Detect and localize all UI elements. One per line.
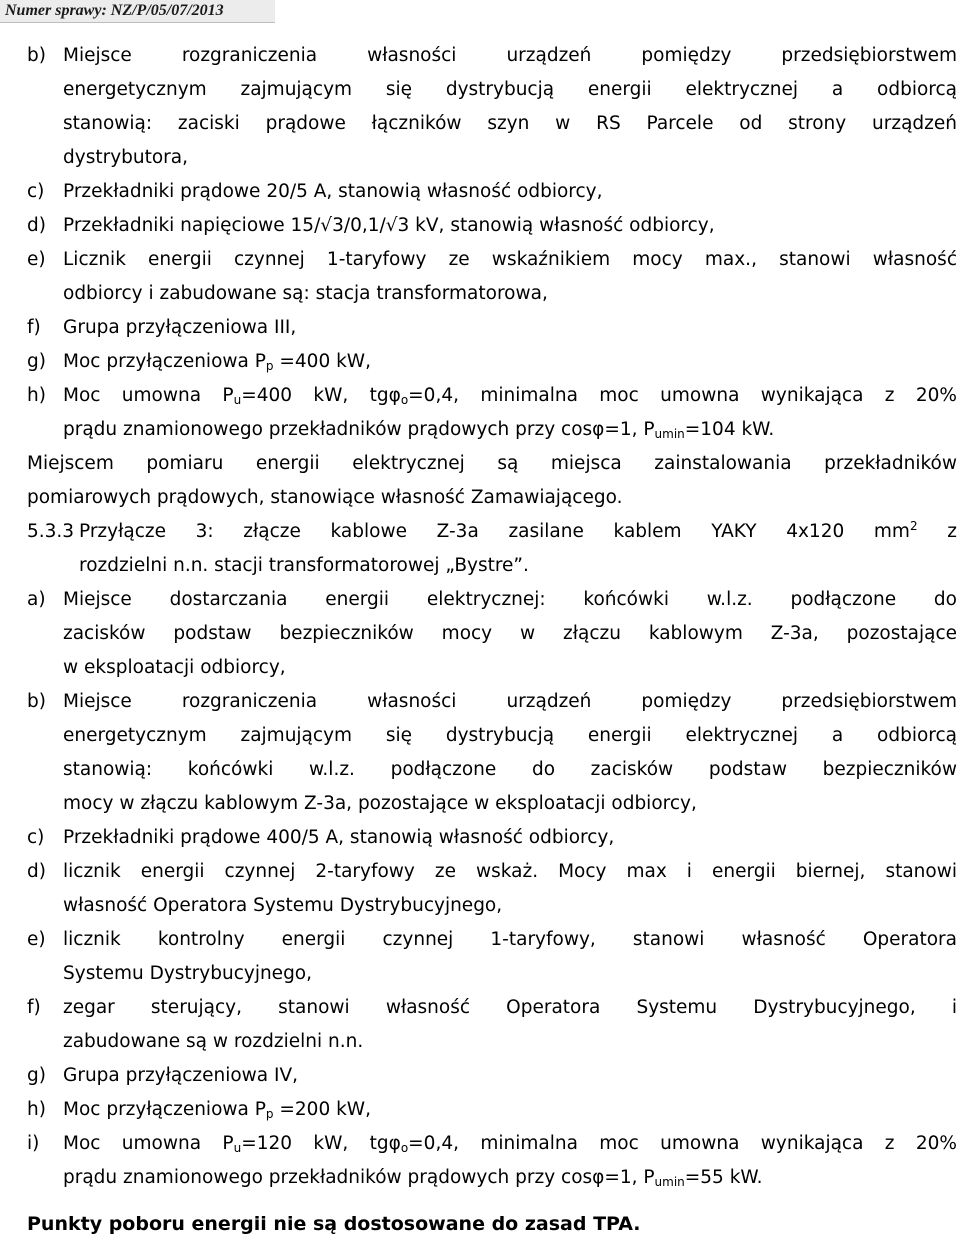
list-label — [27, 107, 63, 141]
list-text: stanowią: zaciski prądowe łączników szyn w RS Parcele od strony urządzeń — [63, 113, 957, 134]
list-label — [27, 651, 63, 685]
list-line — [27, 141, 957, 175]
list-label — [27, 1025, 63, 1059]
list-text: stanowią: końcówki w.l.z. podłączone do zacisków podstaw bezpieczników — [63, 759, 957, 780]
list-label — [27, 889, 63, 923]
list-text: energetycznym zajmującym się dystrybucją energii elektrycznej a odbiorcą — [63, 79, 957, 100]
list-line — [27, 855, 957, 889]
list-line — [27, 243, 957, 277]
list-line — [27, 821, 957, 855]
list-label: e) — [27, 249, 46, 270]
list-line — [27, 107, 957, 141]
list-label — [27, 753, 63, 787]
list-text: Systemu Dystrybucyjnego, — [63, 963, 313, 984]
list-text: zegar sterujący, stanowi własność Operatora Systemu Dystrybucyjnego, i — [63, 997, 957, 1018]
list-text: zacisków podstaw bezpieczników mocy w złączu kablowym Z-3a, pozostające — [63, 623, 957, 644]
list-line — [27, 73, 957, 107]
list-line — [27, 651, 957, 685]
list-item-moc-umowna-1: h) Moc umowna $P_u=400$ kW, tgφ$_o$=0,4, minimalna moc umowna wynikająca z 20% — [27, 385, 957, 407]
list-line — [27, 277, 957, 311]
list-item-moc-umowna-2-cont: prądu znamionowego przekładników prądowych przy cosφ=1, $P_{umin}=55$ kW. — [63, 1167, 763, 1189]
list-label: d) — [27, 861, 46, 882]
list-label: c) — [27, 827, 45, 848]
list-label: f) — [27, 997, 41, 1018]
document-body — [27, 39, 957, 1241]
section-first-connection — [27, 39, 957, 345]
list-text: Grupa przyłączeniowa III, — [63, 317, 297, 338]
list-label: d) — [27, 215, 46, 236]
list-text: Przekładniki prądowe 20/5 A, stanowią własność odbiorcy, — [63, 181, 603, 202]
list-line — [27, 991, 957, 1025]
list-label: b) — [27, 691, 46, 712]
list-label: f) — [27, 317, 41, 338]
list-line — [27, 923, 957, 957]
list-item-moc-umowna-2: i) Moc umowna $P_u=120$ kW, tgφ$_o$=0,4, minimalna moc umowna wynikająca z 20% — [27, 1133, 957, 1155]
list-line — [27, 209, 957, 243]
list-label: g) — [27, 1065, 46, 1086]
list-line — [27, 957, 957, 991]
list-label — [27, 73, 63, 107]
list-label — [27, 787, 63, 821]
list-line — [27, 685, 957, 719]
list-text: własność Operatora Systemu Dystrybucyjnego, — [63, 895, 503, 916]
section-heading-przylacze-3-cont: rozdzielni n.n. stacji transformatorowej „Bystre”. — [79, 555, 529, 576]
list-text: Przekładniki napięciowe 15/√3/0,1/√3 kV, stanowią własność odbiorcy, — [63, 215, 715, 236]
list-line — [27, 175, 957, 209]
list-text: odbiorcy i zabudowane są: stacja transformatorowa, — [63, 283, 548, 304]
list-text: Miejsce rozgraniczenia własności urządzeń pomiędzy przedsiębiorstwem — [63, 691, 957, 712]
list-text: Przekładniki prądowe 400/5 A, stanowią własność odbiorcy, — [63, 827, 615, 848]
list-text: Miejsce dostarczania energii elektrycznej: końcówki w.l.z. podłączone do — [63, 589, 957, 610]
list-label — [27, 617, 63, 651]
list-item-moc-przylaczeniowa-1: g) Moc przyłączeniowa $P_p =400$ kW, — [27, 351, 371, 373]
tpa-notice: Punkty poboru energii nie są dostosowane do zasad TPA. — [27, 1213, 641, 1235]
list-text: w eksploatacji odbiorcy, — [63, 657, 286, 678]
list-label — [27, 957, 63, 991]
list-text: dystrybutora, — [63, 147, 189, 168]
list-label: b) — [27, 45, 46, 66]
section-third-connection — [27, 583, 957, 1093]
list-text: energetycznym zajmującym się dystrybucją energii elektrycznej a odbiorcą — [63, 725, 957, 746]
document-number-header: Numer sprawy: NZ/P/05/07/2013 — [0, 0, 275, 23]
list-item-moc-umowna-1-cont: prądu znamionowego przekładników prądowych przy cosφ=1, $P_{umin}=104$ kW. — [63, 419, 775, 441]
section-heading-przylacze-3: 5.3.3 Przyłącze 3: złącze kablowe Z-3a zasilane kablem YAKY 4x120 $mm^2$ z — [27, 519, 957, 542]
list-text: mocy w złączu kablowym Z-3a, pozostające w eksploatacji odbiorcy, — [63, 793, 697, 814]
list-text: licznik kontrolny energii czynnej 1-taryfowy, stanowi własność Operatora — [63, 929, 957, 950]
list-line — [27, 719, 957, 753]
list-text: Grupa przyłączeniowa IV, — [63, 1065, 299, 1086]
list-item-moc-przylaczeniowa-2: h) Moc przyłączeniowa $P_p =200$ kW, — [27, 1099, 371, 1121]
list-text: Licznik energii czynnej 1-taryfowy ze wskaźnikiem mocy max., stanowi własność — [63, 249, 957, 270]
list-line — [27, 311, 957, 345]
list-line — [27, 39, 957, 73]
list-line — [27, 787, 957, 821]
list-label — [27, 141, 63, 175]
measurement-paragraph-line-2: pomiarowych prądowych, stanowiące własność Zamawiającego. — [27, 487, 623, 508]
list-label: e) — [27, 929, 46, 950]
list-label: a) — [27, 589, 46, 610]
list-line — [27, 753, 957, 787]
list-line — [27, 1059, 957, 1093]
measurement-paragraph-line-1: Miejscem pomiaru energii elektrycznej są miejsca zainstalowania przekładników — [27, 453, 957, 474]
list-line — [27, 617, 957, 651]
list-label: c) — [27, 181, 45, 202]
list-label — [27, 719, 63, 753]
list-line — [27, 889, 957, 923]
list-text: Miejsce rozgraniczenia własności urządzeń pomiędzy przedsiębiorstwem — [63, 45, 957, 66]
list-line — [27, 583, 957, 617]
list-text: licznik energii czynnej 2-taryfowy ze wskaż. Mocy max i energii biernej, stanowi — [63, 861, 957, 882]
list-label — [27, 277, 63, 311]
list-text: zabudowane są w rozdzielni n.n. — [63, 1031, 364, 1052]
list-line — [27, 1025, 957, 1059]
